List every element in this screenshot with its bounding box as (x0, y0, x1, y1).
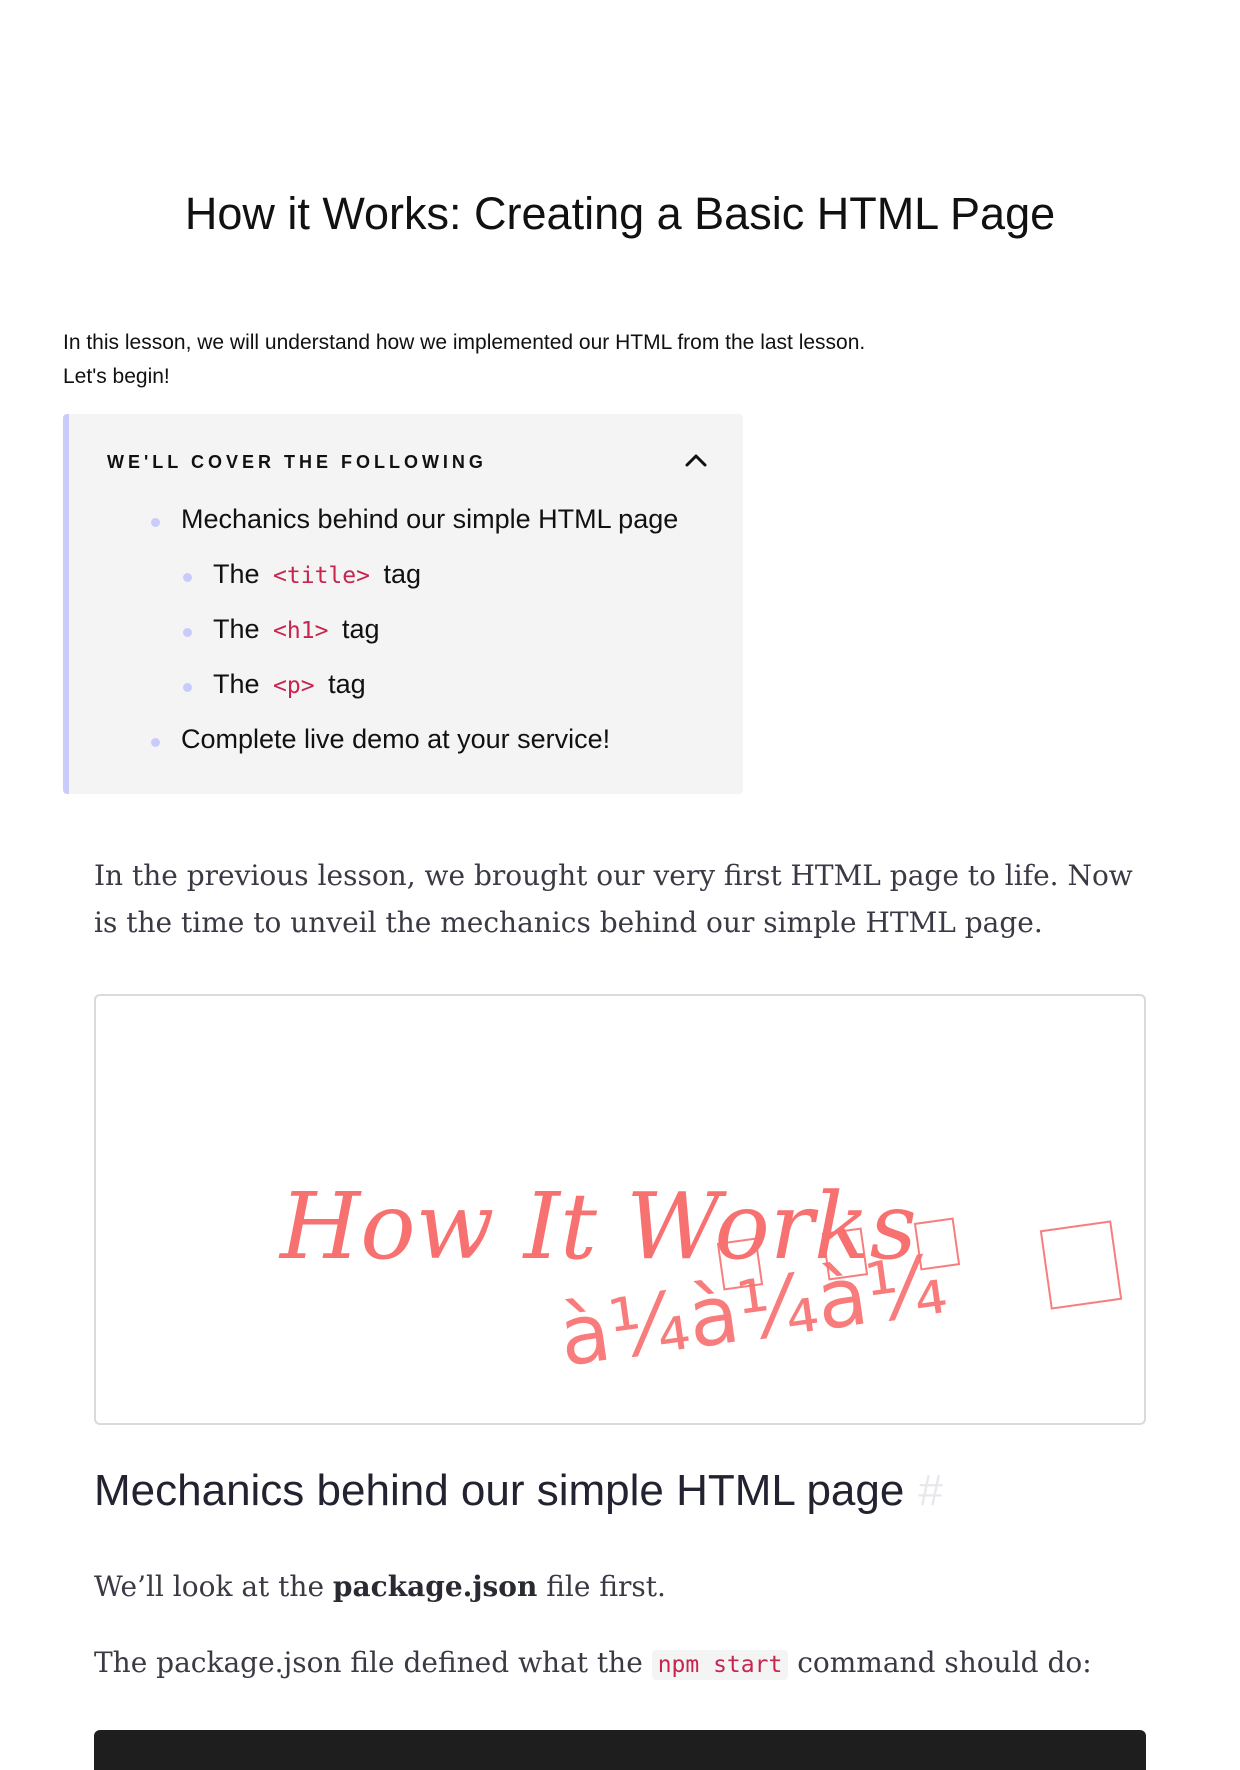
bold-text: package.json (332, 1570, 538, 1603)
text-segment: We’ll look at the (94, 1570, 333, 1603)
cover-item-label: tag (341, 614, 380, 644)
cover-item-demo[interactable] (181, 724, 610, 755)
cover-item-label: tag (383, 559, 422, 589)
illustration (94, 994, 1146, 1425)
body-paragraph (94, 1639, 1154, 1689)
inline-code: <p> (273, 673, 315, 699)
section-heading-text: Mechanics behind our simple HTML page (94, 1466, 905, 1515)
intro-line: Let's begin! (63, 365, 170, 388)
intro (63, 326, 865, 394)
anchor-link[interactable]: # (918, 1466, 943, 1515)
collapse-toggle[interactable] (683, 448, 709, 474)
cover-item-label: The (213, 614, 260, 644)
how-it-works-graphic (96, 996, 1144, 1423)
cover-heading: WE'LL COVER THE FOLLOWING (107, 452, 487, 472)
code-block (94, 1730, 1146, 1770)
cover-item-label: The (213, 559, 260, 589)
cover-item-p-tag[interactable] (213, 669, 366, 700)
inline-code: <h1> (273, 618, 329, 644)
bullet-icon (183, 683, 192, 692)
figure-garbled-text: à¼à¼à¼ (553, 1237, 953, 1386)
cover-item-label: Complete live demo at your service! (181, 724, 611, 754)
text-segment: command should do: (788, 1646, 1092, 1679)
bullet-icon (183, 628, 192, 637)
inline-code: <title> (273, 563, 370, 589)
page-title: How it Works: Creating a Basic HTML Page (184, 188, 1056, 239)
text-segment: The package.json file defined what the (94, 1646, 652, 1679)
chevron-up-icon (683, 448, 709, 474)
cover-item-h1-tag[interactable] (213, 614, 380, 645)
cover-item-label: Mechanics behind our simple HTML page (181, 504, 679, 534)
bullet-icon (151, 518, 160, 527)
inline-code: npm start (652, 1650, 789, 1680)
figure-heading: How It Works (280, 1173, 917, 1280)
text-segment: file first. (537, 1570, 666, 1603)
cover-item-title-tag[interactable] (213, 559, 421, 590)
cover-item-label: tag (328, 669, 366, 699)
section-heading (94, 1466, 943, 1516)
cover-item-mechanics[interactable] (181, 504, 678, 535)
intro-line: In this lesson, we will understand how we implemented our HTML from the last lesson. (63, 331, 866, 354)
cover-box (63, 414, 743, 794)
bullet-icon (151, 738, 160, 747)
intro-paragraph: In the previous lesson, we brought our very first HTML page to life. Now is the time to unveil the mechanics behind our simple HTML page. (94, 859, 1133, 939)
bullet-icon (183, 573, 192, 582)
body-paragraph (94, 1563, 1154, 1610)
cover-item-label: The (213, 669, 260, 699)
